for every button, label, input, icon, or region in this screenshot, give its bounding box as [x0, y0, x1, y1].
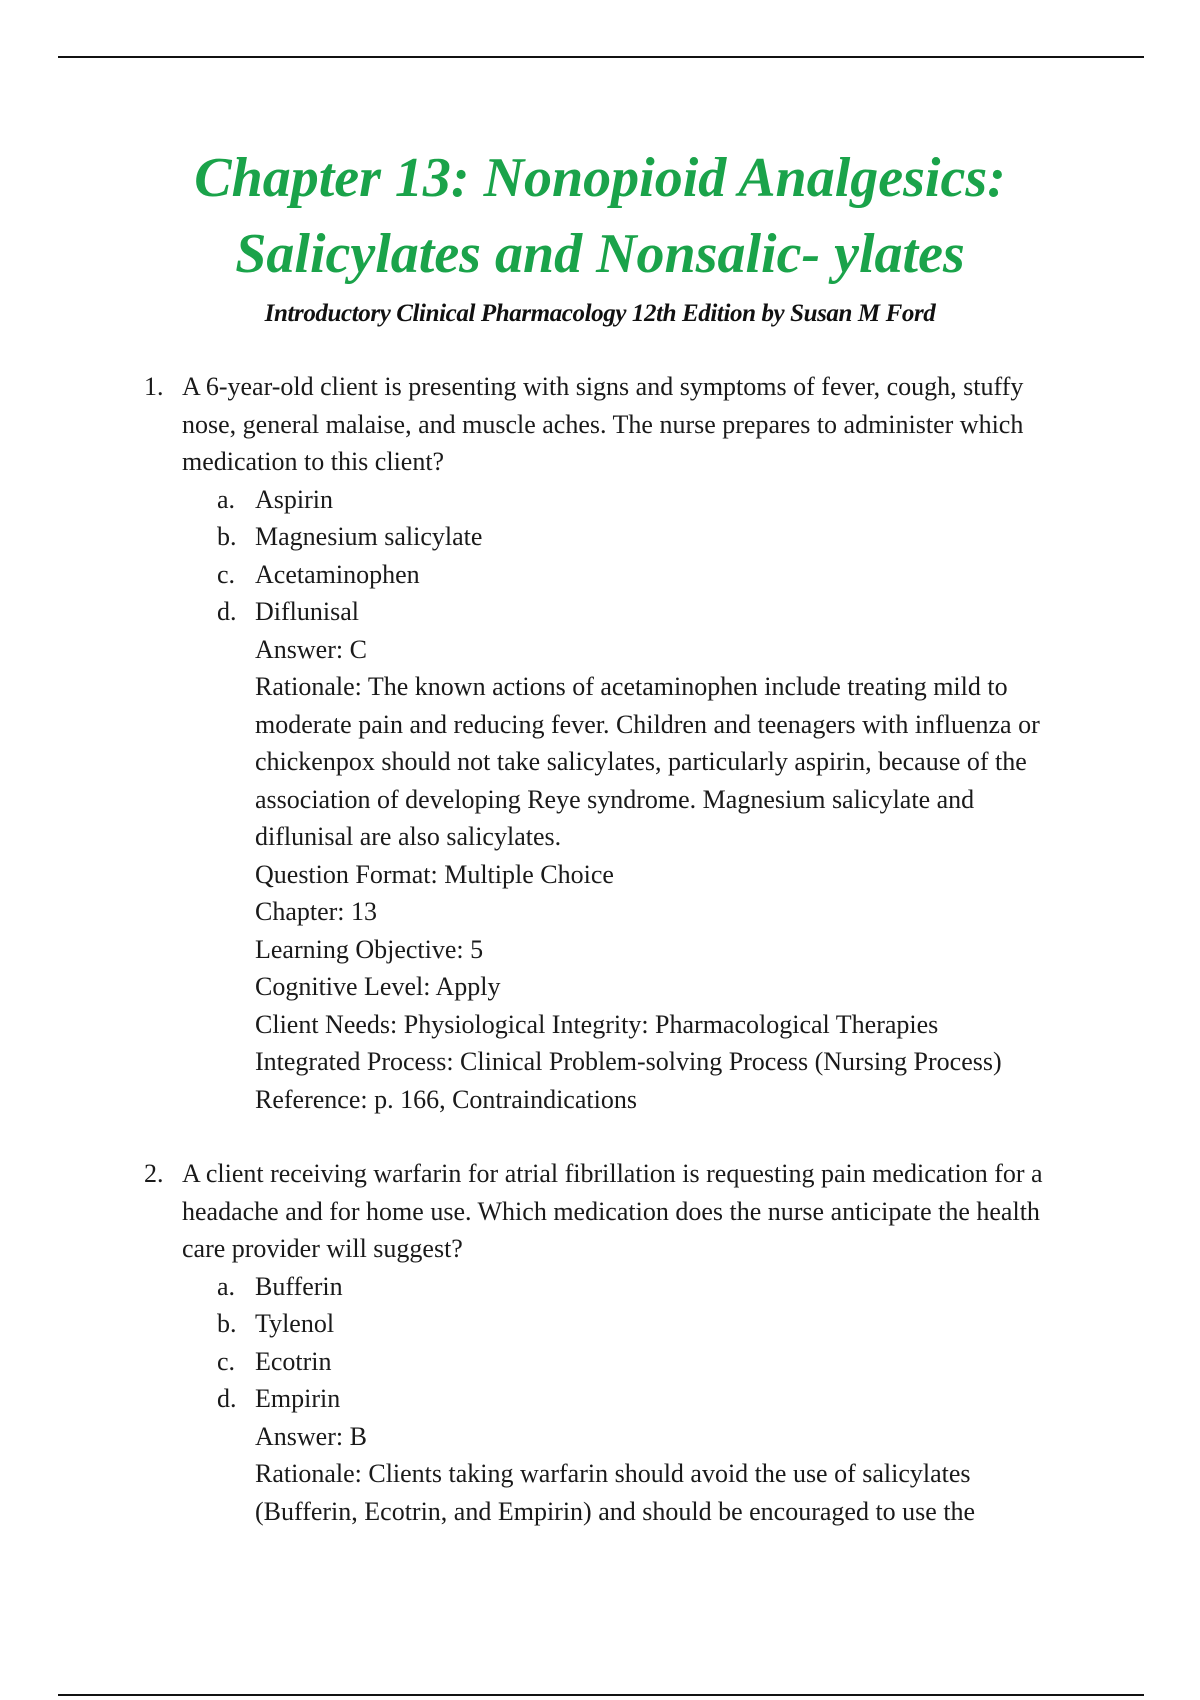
learning-objective: Learning Objective: 5	[255, 934, 484, 964]
option-d	[217, 593, 1200, 631]
question-list	[0, 368, 1200, 1530]
chapter-title-line-1: Chapter 13: Nonopioid Analgesics:	[194, 147, 1006, 209]
rationale: Rationale: The known actions of acetaminophen include treating mild to moderate pain and reducing fever. Children and teenagers with influenza or chickenpox should not take salicylates, particularly aspirin, because of the association of developing Reye syndrome. Magnesium salicylate and diflunisal are also salicylates.	[255, 672, 1040, 851]
option-letter: c.	[217, 559, 236, 589]
option-text: Diflunisal	[255, 597, 359, 626]
cognitive-level: Cognitive Level: Apply	[255, 972, 501, 1001]
chapter-ref: Chapter: 13	[255, 897, 378, 926]
option-letter: b.	[217, 522, 237, 551]
question-1	[0, 368, 1200, 1118]
option-b	[217, 1305, 1200, 1343]
option-text: Aspirin	[255, 484, 333, 514]
top-rule	[58, 56, 1144, 58]
answer-line: Answer: B	[255, 1421, 367, 1451]
client-needs: Client Needs: Physiological Integrity: Pharmacological Therapies	[255, 1009, 939, 1039]
question-format: Question Format: Multiple Choice	[255, 859, 614, 889]
option-letter: d.	[217, 597, 237, 626]
answer-details	[255, 1418, 1055, 1531]
answer-options	[0, 481, 1200, 631]
option-text: Magnesium salicylate	[255, 522, 483, 551]
answer-details	[255, 631, 1055, 1119]
option-a	[217, 1268, 1200, 1306]
option-letter: c.	[217, 1346, 236, 1376]
option-letter: d.	[217, 1384, 237, 1413]
question-number: 2.	[144, 1159, 164, 1188]
question-stem: A client receiving warfarin for atrial fibrillation is requesting pain medication for a headache and for home use. Which medication does the nurse anticipate the health care provider will suggest?	[182, 1159, 1043, 1263]
option-b	[217, 518, 1200, 556]
chapter-title	[0, 140, 1200, 292]
option-c	[217, 1343, 1200, 1381]
question-number: 1.	[144, 372, 164, 401]
option-c	[217, 556, 1200, 594]
option-a	[217, 481, 1200, 519]
option-d	[217, 1380, 1200, 1418]
option-text: Bufferin	[255, 1271, 343, 1301]
option-letter: a.	[217, 484, 236, 514]
rationale: Rationale: Clients taking warfarin should avoid the use of salicylates (Bufferin, Ecotrin, and Empirin) and should be encouraged to use the	[255, 1459, 976, 1526]
option-letter: b.	[217, 1309, 237, 1338]
answer-options	[0, 1268, 1200, 1418]
bottom-rule	[58, 1694, 1144, 1696]
document-header	[0, 140, 1200, 330]
option-text: Ecotrin	[255, 1346, 332, 1376]
chapter-title-line-2: Salicylates and Nonsalic- ylates	[235, 223, 965, 285]
question-2	[0, 1155, 1200, 1530]
option-text: Tylenol	[255, 1309, 335, 1338]
book-subtitle: Introductory Clinical Pharmacology 12th Edition by Susan M Ford	[264, 300, 936, 327]
option-letter: a.	[217, 1271, 236, 1301]
integrated-process: Integrated Process: Clinical Problem-solving Process (Nursing Process) Reference: p. 166, Contraindications	[255, 1047, 1002, 1114]
answer-line: Answer: C	[255, 634, 367, 664]
option-text: Empirin	[255, 1384, 341, 1413]
question-stem: A 6-year-old client is presenting with signs and symptoms of fever, cough, stuffy nose, general malaise, and muscle aches. The nurse prepares to administer which medication to this client?	[182, 372, 1024, 476]
option-text: Acetaminophen	[255, 559, 420, 589]
